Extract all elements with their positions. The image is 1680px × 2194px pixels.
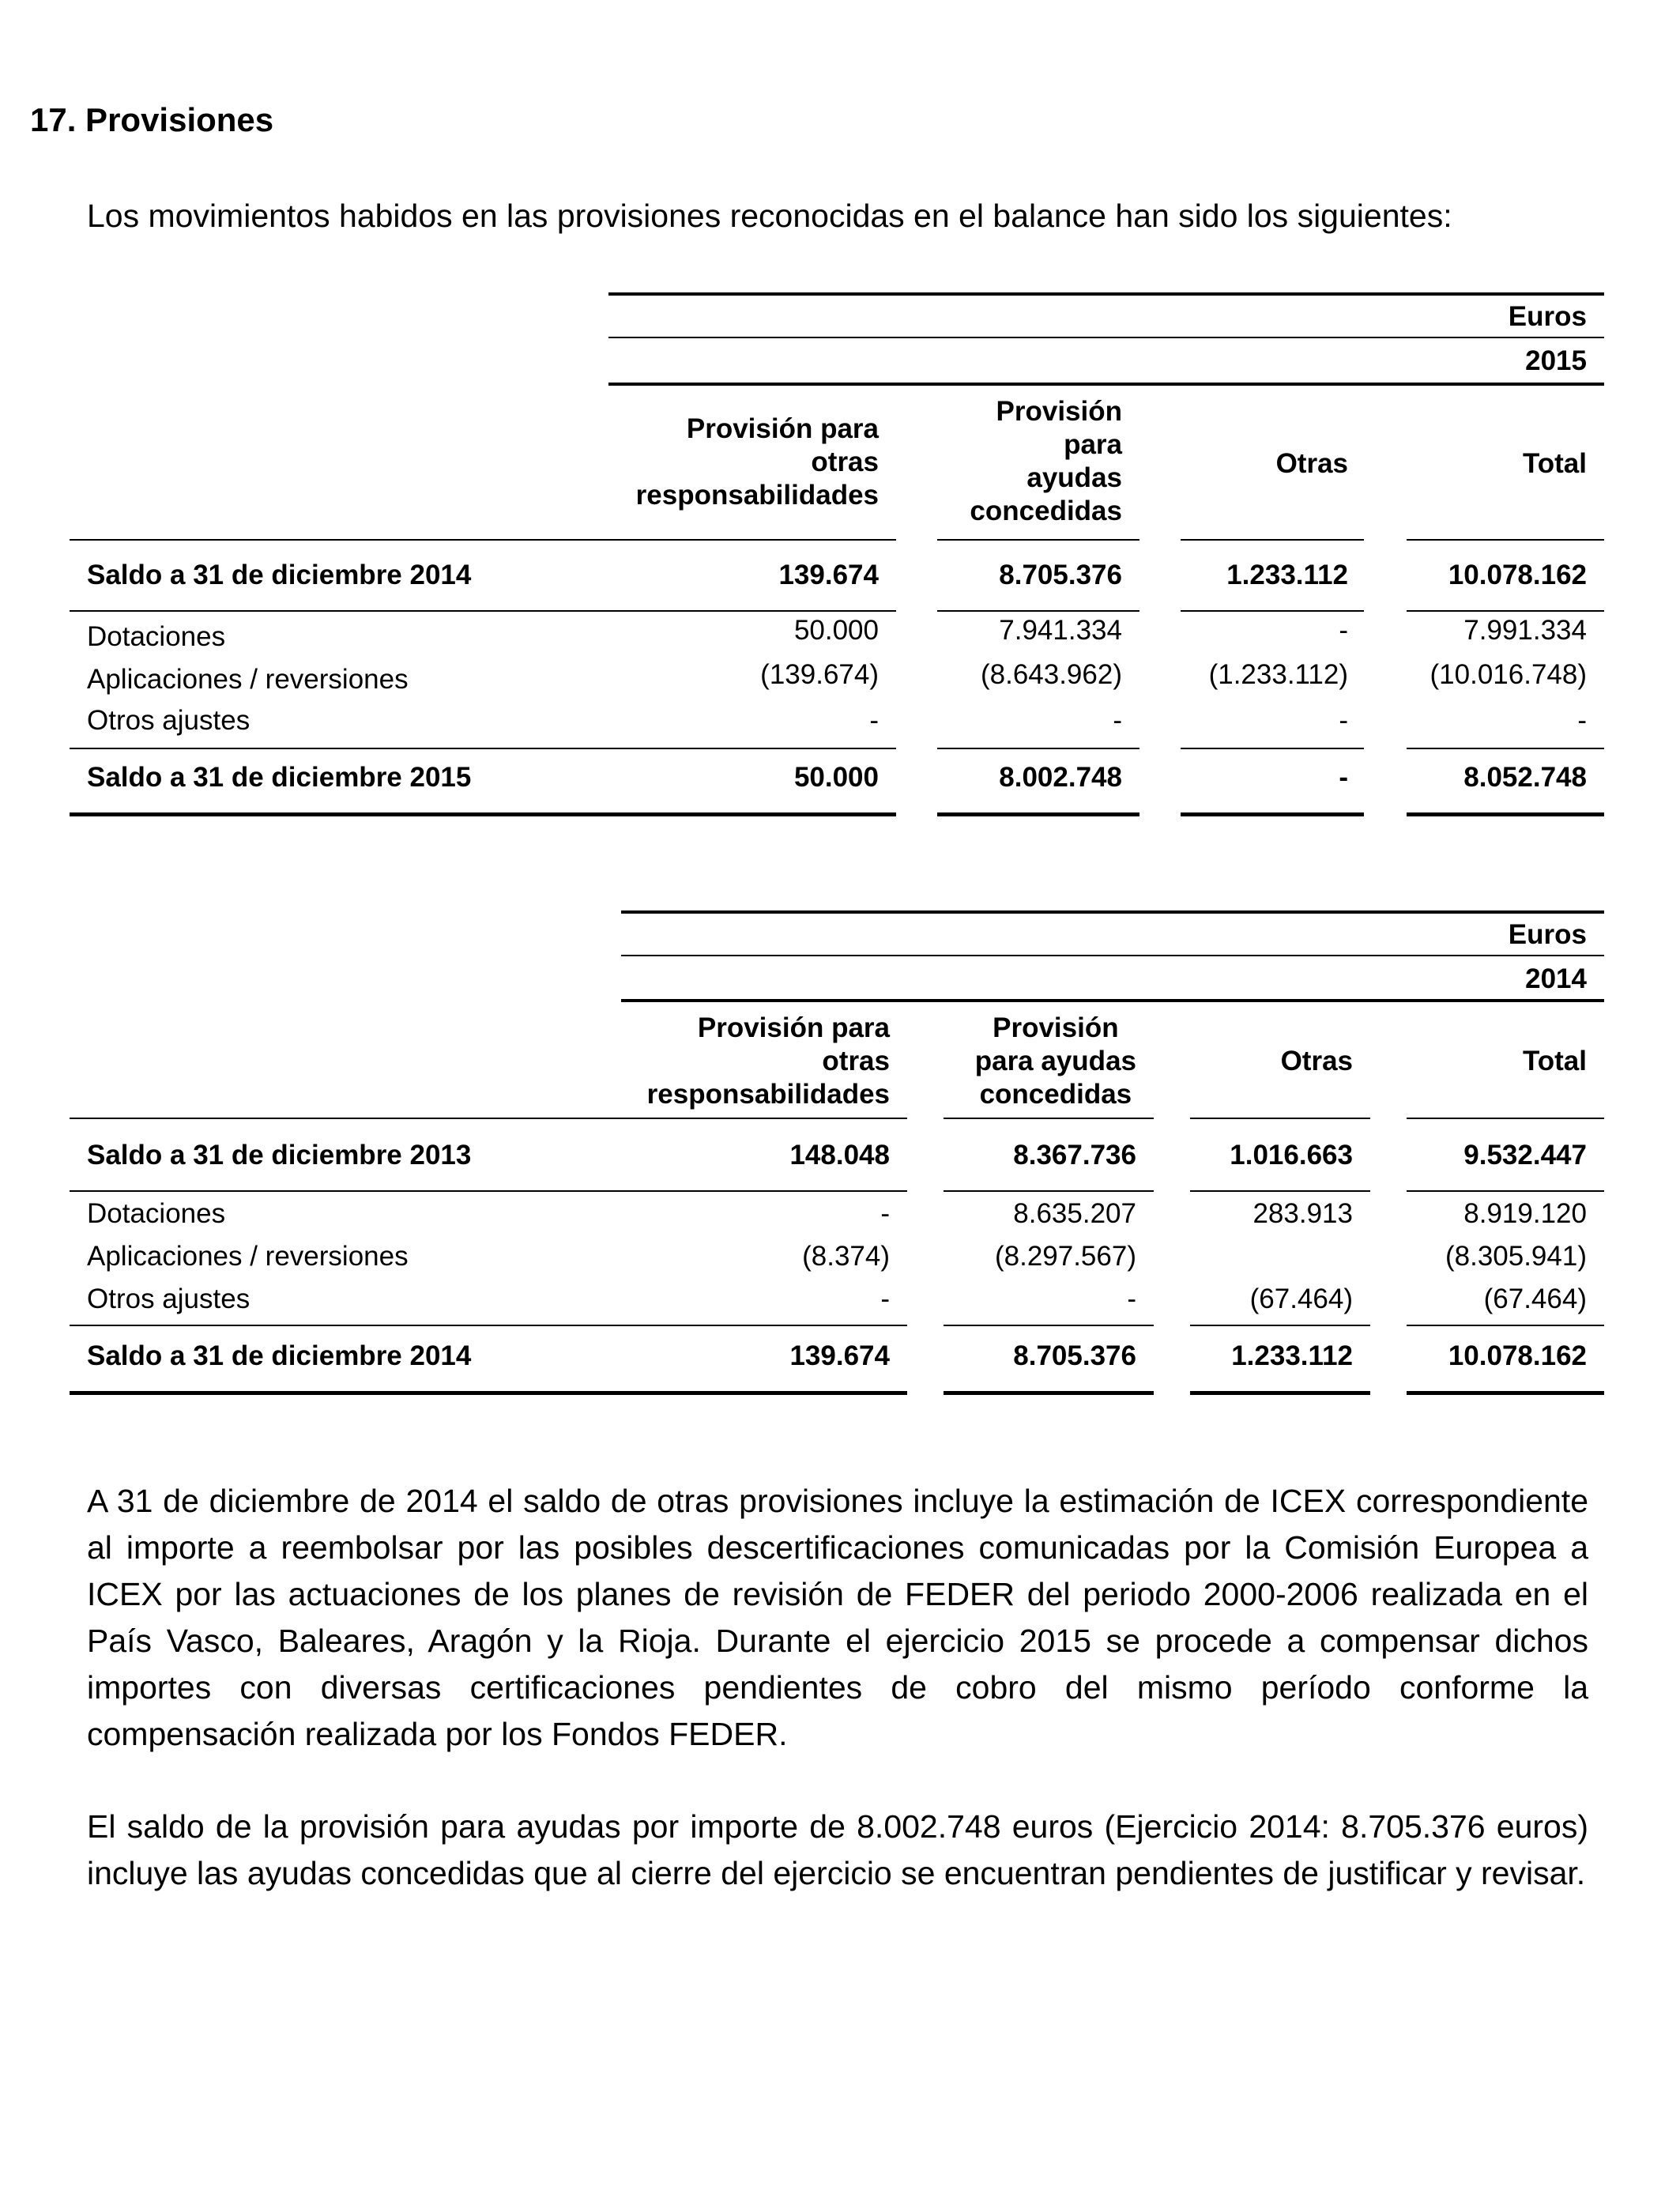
cell-value: - bbox=[1127, 1284, 1136, 1314]
year-header: 2015 bbox=[1525, 345, 1587, 376]
rule bbox=[1181, 610, 1364, 612]
cell-value: 50.000 bbox=[793, 762, 879, 793]
row-label: Otros ajustes bbox=[87, 1284, 250, 1314]
cell-value: - bbox=[1339, 615, 1348, 646]
cell-value: 8.705.376 bbox=[1013, 1340, 1136, 1371]
cell-value: 139.674 bbox=[789, 1340, 890, 1371]
cell-value: 283.913 bbox=[1252, 1198, 1353, 1229]
double-rule bbox=[937, 812, 1139, 816]
double-rule bbox=[1190, 1391, 1370, 1395]
rule bbox=[1407, 1190, 1604, 1192]
rule bbox=[937, 748, 1139, 749]
rule bbox=[1190, 1190, 1370, 1192]
cell-value: 10.078.162 bbox=[1448, 560, 1587, 590]
cell-value: - bbox=[880, 1284, 890, 1314]
cell-value: 7.991.334 bbox=[1463, 615, 1587, 646]
cell-value: 8.052.748 bbox=[1463, 762, 1587, 793]
rule bbox=[70, 610, 896, 612]
rule bbox=[944, 1325, 1154, 1326]
cell-value: - bbox=[1339, 762, 1348, 793]
column-header-otras: Otras bbox=[1280, 1046, 1353, 1076]
cell-value: 9.532.447 bbox=[1463, 1140, 1587, 1171]
rule bbox=[1407, 539, 1604, 541]
rule bbox=[608, 383, 1604, 386]
row-label: Saldo a 31 de diciembre 2014 bbox=[87, 560, 472, 590]
rule bbox=[70, 748, 896, 749]
rule bbox=[944, 1190, 1154, 1192]
cell-value: 1.016.663 bbox=[1230, 1140, 1353, 1171]
cell-value: (67.464) bbox=[1483, 1284, 1587, 1314]
cell-value: (8.297.567) bbox=[994, 1241, 1136, 1272]
cell-value: 7.941.334 bbox=[999, 615, 1122, 646]
rule bbox=[621, 999, 1604, 1002]
rule bbox=[1181, 539, 1364, 541]
cell-value: 10.078.162 bbox=[1448, 1340, 1587, 1371]
cell-value: 8.705.376 bbox=[999, 560, 1122, 590]
column-header-ayudas-concedidas: Provisión para ayudas concedidas bbox=[974, 1012, 1136, 1110]
table-top-rule bbox=[621, 910, 1604, 914]
column-header-ayudas-concedidas: Provisión para ayudas concedidas bbox=[970, 396, 1122, 526]
column-header-total: Total bbox=[1522, 448, 1587, 479]
column-header-otras-responsabilidades: Provisión para otras responsabilidades bbox=[635, 413, 879, 511]
double-rule bbox=[1407, 812, 1604, 816]
cell-value: - bbox=[869, 705, 879, 736]
cell-value: (8.643.962) bbox=[980, 659, 1122, 690]
intro-text: Los movimientos habidos en las provisiones reconocidas en el balance han sido los siguientes: bbox=[87, 198, 1452, 234]
year-header: 2014 bbox=[1525, 963, 1587, 994]
rule bbox=[1190, 1118, 1370, 1119]
row-label: Saldo a 31 de diciembre 2014 bbox=[87, 1340, 472, 1371]
cell-value: 8.002.748 bbox=[999, 762, 1122, 793]
double-rule bbox=[1407, 1391, 1604, 1395]
rule bbox=[1407, 610, 1604, 612]
row-label: Saldo a 31 de diciembre 2015 bbox=[87, 762, 472, 793]
cell-value: (10.016.748) bbox=[1430, 659, 1587, 690]
rule bbox=[70, 1118, 907, 1119]
row-label: Otros ajustes bbox=[87, 705, 250, 736]
currency-header: Euros bbox=[1508, 919, 1587, 950]
row-label: Aplicaciones / reversiones bbox=[87, 1241, 409, 1272]
cell-value: 8.919.120 bbox=[1463, 1198, 1587, 1229]
row-label: Aplicaciones / reversiones bbox=[87, 664, 409, 695]
cell-value: (8.305.941) bbox=[1445, 1241, 1587, 1272]
cell-value: 8.635.207 bbox=[1013, 1198, 1136, 1229]
table-top-rule bbox=[608, 292, 1604, 296]
rule bbox=[70, 1190, 907, 1192]
rule bbox=[608, 337, 1604, 338]
cell-value: 8.367.736 bbox=[1013, 1140, 1136, 1171]
rule bbox=[937, 539, 1139, 541]
rule bbox=[1181, 748, 1364, 749]
rule bbox=[937, 610, 1139, 612]
cell-value: (8.374) bbox=[802, 1241, 890, 1272]
cell-value: (1.233.112) bbox=[1208, 659, 1348, 690]
cell-value: 1.233.112 bbox=[1231, 1340, 1353, 1371]
rule bbox=[944, 1118, 1154, 1119]
cell-value: (67.464) bbox=[1249, 1284, 1353, 1314]
rule bbox=[1407, 1325, 1604, 1326]
rule bbox=[1407, 748, 1604, 749]
rule bbox=[621, 955, 1604, 956]
double-rule bbox=[70, 1391, 907, 1395]
paragraph-provision-ayudas: El saldo de la provisión para ayudas por importe de 8.002.748 euros (Ejercicio 2014: 8.705.376 euros) incluye las ayudas concedidas que al cierre del ejercicio se encuentran pendientes de justificar y revisar. bbox=[87, 1808, 1588, 1891]
rule bbox=[70, 539, 896, 541]
cell-value: 148.048 bbox=[789, 1140, 890, 1171]
rule bbox=[1407, 1118, 1604, 1119]
column-header-otras: Otras bbox=[1275, 448, 1348, 479]
cell-value: - bbox=[1577, 705, 1587, 736]
column-header-total: Total bbox=[1522, 1046, 1587, 1076]
cell-value: 139.674 bbox=[778, 560, 879, 590]
cell-value: 1.233.112 bbox=[1226, 560, 1348, 590]
currency-header: Euros bbox=[1508, 301, 1587, 332]
row-label: Dotaciones bbox=[87, 621, 226, 652]
rule bbox=[70, 1325, 907, 1326]
section-title: 17. Provisiones bbox=[30, 101, 274, 138]
double-rule bbox=[70, 812, 896, 816]
double-rule bbox=[1181, 812, 1364, 816]
cell-value: 50.000 bbox=[793, 615, 879, 646]
cell-value: (139.674) bbox=[760, 659, 879, 690]
paragraph-otras-provisiones: A 31 de diciembre de 2014 el saldo de otras provisiones incluye la estimación de ICEX correspondiente al importe a reembolsar por las posibles descertificaciones comunicadas por la Comisión Europea a ICEX por las actuaciones de los planes de revisión de FEDER del periodo 2000-2006 realizada en el País Vasco, Baleares, Aragón y la Rioja. Durante el ejercicio 2015 se procede a compensar dichos importes con diversas certificaciones pendientes de cobro del mismo período conforme la compensación realizada por los Fondos FEDER. bbox=[87, 1483, 1588, 1752]
cell-value: - bbox=[880, 1198, 890, 1229]
row-label: Saldo a 31 de diciembre 2013 bbox=[87, 1140, 472, 1171]
cell-value: - bbox=[1113, 705, 1122, 736]
double-rule bbox=[944, 1391, 1154, 1395]
rule bbox=[1190, 1325, 1370, 1326]
row-label: Dotaciones bbox=[87, 1198, 226, 1229]
cell-value: - bbox=[1339, 705, 1348, 736]
column-header-otras-responsabilidades: Provisión para otras responsabilidades bbox=[646, 1012, 890, 1110]
